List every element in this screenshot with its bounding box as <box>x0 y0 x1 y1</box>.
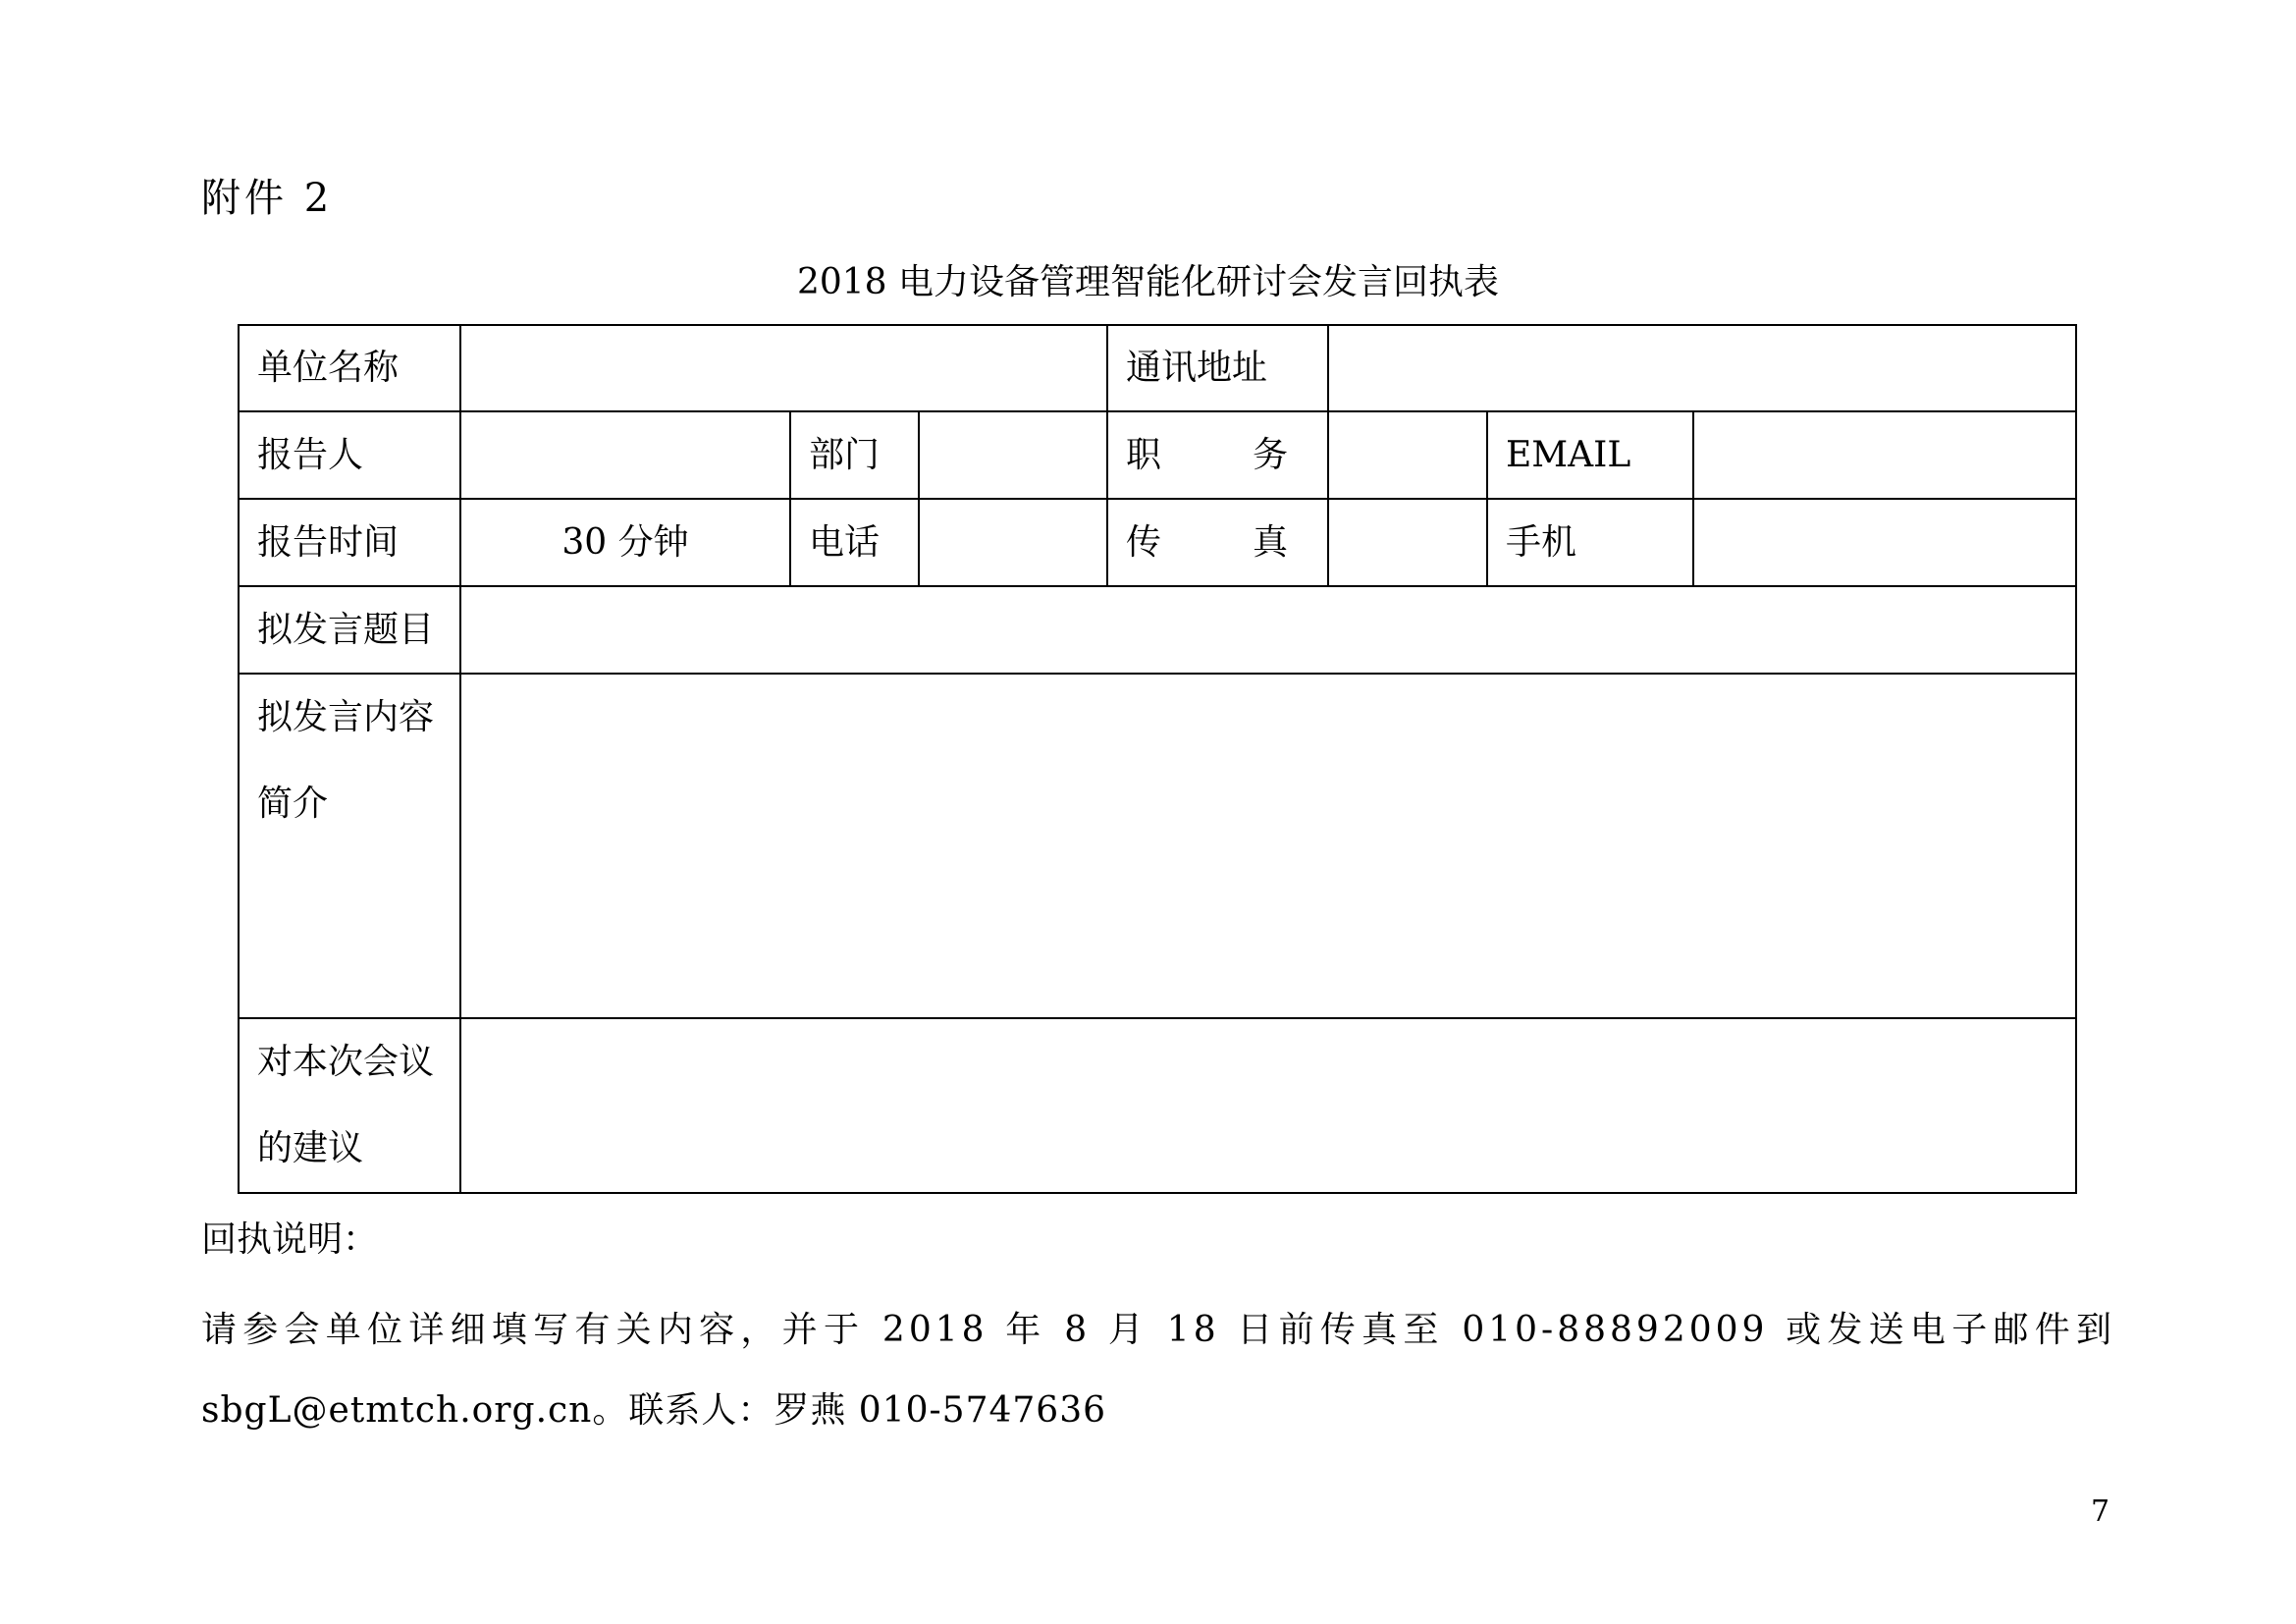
notes-line-1: 请参会单位详细填写有关内容，并于 2018 年 8 月 18 日前传真至 010-88892009 或发送电子邮件到 <box>201 1310 2115 1350</box>
fax-field[interactable] <box>1328 499 1487 586</box>
position-label-char-2: 务 <box>1253 434 1289 475</box>
suggestion-label: 对本次会议的建议 <box>239 1018 460 1193</box>
topic-field[interactable] <box>460 586 2076 674</box>
email-field[interactable] <box>1693 411 2076 499</box>
suggestion-field[interactable] <box>460 1018 2076 1193</box>
row-summary <box>239 674 2076 1018</box>
position-label <box>1107 411 1328 499</box>
row-time <box>239 499 2076 586</box>
row-topic <box>239 586 2076 674</box>
form-title: 2018 电力设备管理智能化研讨会发言回执表 <box>796 262 1500 302</box>
address-label: 通讯地址 <box>1107 325 1328 411</box>
fax-label <box>1107 499 1328 586</box>
position-label-char-1: 职 <box>1126 434 1162 475</box>
mobile-label: 手机 <box>1487 499 1693 586</box>
department-field[interactable] <box>919 411 1107 499</box>
row-reporter <box>239 411 2076 499</box>
attachment-label: 附件 2 <box>201 176 334 221</box>
report-time-label: 报告时间 <box>239 499 460 586</box>
notes-line-2: sbgL@etmtch.org.cn。联系人：罗燕 010-5747636 <box>201 1390 1107 1431</box>
department-label: 部门 <box>790 411 919 499</box>
summary-label: 拟发言内容简介 <box>239 674 460 1018</box>
fax-label-char-2: 真 <box>1253 521 1289 563</box>
notes-body <box>201 1290 2115 1451</box>
fax-label-char-1: 传 <box>1126 521 1162 563</box>
report-time-value: 30 分钟 <box>460 499 790 586</box>
email-label: EMAIL <box>1487 411 1693 499</box>
summary-field[interactable] <box>460 674 2076 1018</box>
unit-name-field[interactable] <box>460 325 1107 411</box>
phone-field[interactable] <box>919 499 1107 586</box>
topic-label: 拟发言题目 <box>239 586 460 674</box>
notes-heading: 回执说明： <box>201 1219 379 1260</box>
position-field[interactable] <box>1328 411 1487 499</box>
receipt-form-table <box>238 324 2077 1194</box>
row-unit <box>239 325 2076 411</box>
page-number: 7 <box>2091 1494 2110 1529</box>
mobile-field[interactable] <box>1693 499 2076 586</box>
phone-label: 电话 <box>790 499 919 586</box>
reporter-field[interactable] <box>460 411 790 499</box>
reporter-label: 报告人 <box>239 411 460 499</box>
row-suggestion <box>239 1018 2076 1193</box>
address-field[interactable] <box>1328 325 2076 411</box>
unit-name-label: 单位名称 <box>239 325 460 411</box>
